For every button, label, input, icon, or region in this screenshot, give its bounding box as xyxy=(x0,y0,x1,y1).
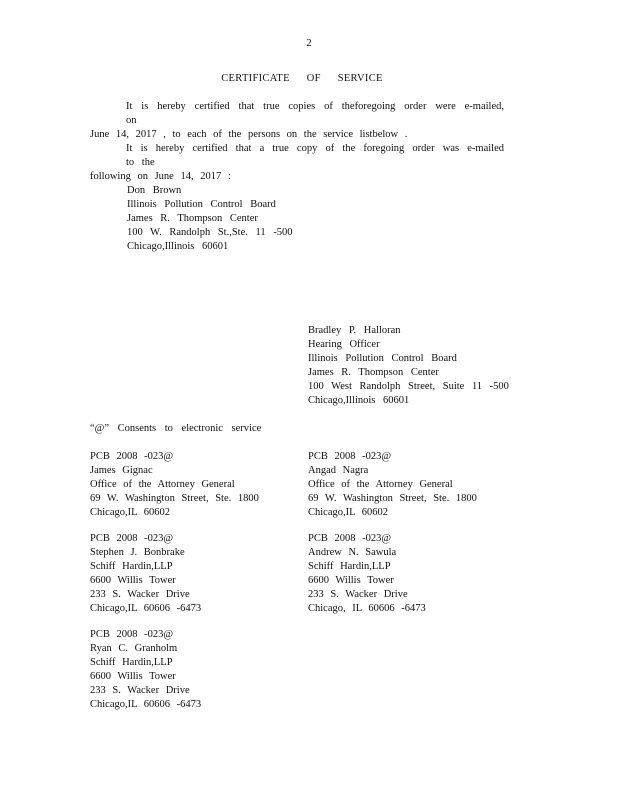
service-line: Chicago,IL 60602 xyxy=(308,507,389,518)
service-line: Schiff Hardin,LLP xyxy=(90,657,173,668)
recipient-line: Chicago,Illinois 60601 xyxy=(127,241,229,252)
page-number: 2 xyxy=(306,37,312,49)
service-line: 233 S. Wacker Drive xyxy=(90,589,190,600)
service-entry-granholm xyxy=(90,628,201,712)
service-line: Office of the Attorney General xyxy=(90,479,235,490)
service-line: PCB 2008 -023@ xyxy=(308,451,392,462)
paragraph-2-line-2: following on June 14, 2017 : xyxy=(90,171,231,182)
service-line: Stephen J. Bonbrake xyxy=(90,547,185,558)
service-line: 69 W. Washington Street, Ste. 1800 xyxy=(308,493,477,504)
service-line: Andrew N. Sawula xyxy=(308,547,397,558)
service-entry-sawula xyxy=(308,532,426,616)
service-line: PCB 2008 -023@ xyxy=(308,533,392,544)
service-entry-bonbrake xyxy=(90,532,201,616)
recipient-line: Chicago,Illinois 60601 xyxy=(308,395,410,406)
service-line: 6600 Willis Tower xyxy=(308,575,394,586)
service-line: James Gignac xyxy=(90,465,153,476)
service-line: PCB 2008 -023@ xyxy=(90,629,174,640)
service-line: Chicago,IL 60606 -6473 xyxy=(90,603,202,614)
recipient-line: Illinois Pollution Control Board xyxy=(127,199,276,210)
recipient-line: 100 W. Randolph St.,Ste. 11 -500 xyxy=(127,227,293,238)
service-line: Chicago,IL 60602 xyxy=(90,507,171,518)
recipient-line: Hearing Officer xyxy=(308,339,380,350)
service-line: PCB 2008 -023@ xyxy=(90,451,174,462)
service-line: Angad Nagra xyxy=(308,465,369,476)
certification-paragraph-1 xyxy=(90,100,504,142)
service-line: Ryan C. Granholm xyxy=(90,643,178,654)
recipient-line: Don Brown xyxy=(127,185,182,196)
recipient-line: Illinois Pollution Control Board xyxy=(308,353,457,364)
service-line: 233 S. Wacker Drive xyxy=(90,685,190,696)
service-line: Chicago, IL 60606 -6473 xyxy=(308,603,426,614)
paragraph-1-line-1: It is hereby certified that true copies of theforegoing order were e-mailed, on xyxy=(126,101,504,126)
service-line: PCB 2008 -023@ xyxy=(90,533,174,544)
consent-note: “@” Consents to electronic service xyxy=(90,423,262,434)
service-line: 233 S. Wacker Drive xyxy=(308,589,408,600)
recipient-line: 100 West Randolph Street, Suite 11 -500 xyxy=(308,381,509,392)
service-entry-gignac xyxy=(90,450,259,520)
service-line: Schiff Hardin,LLP xyxy=(90,561,173,572)
recipient-block-primary xyxy=(127,184,293,254)
paragraph-2-line-1: It is hereby certified that a true copy of the foregoing order was e-mailed to the xyxy=(126,143,504,168)
recipient-line: James R. Thompson Center xyxy=(127,213,258,224)
service-line: 6600 Willis Tower xyxy=(90,575,176,586)
certification-paragraph-2 xyxy=(90,142,504,184)
recipient-block-hearing-officer xyxy=(308,324,509,408)
recipient-line: Bradley P. Halloran xyxy=(308,325,401,336)
service-line: 69 W. Washington Street, Ste. 1800 xyxy=(90,493,259,504)
service-entry-nagra xyxy=(308,450,477,520)
service-line: Schiff Hardin,LLP xyxy=(308,561,391,572)
service-line: Office of the Attorney General xyxy=(308,479,453,490)
service-line: 6600 Willis Tower xyxy=(90,671,176,682)
document-title: CERTIFICATE OF SERVICE xyxy=(221,73,383,84)
paragraph-1-line-2: June 14, 2017 , to each of the persons on the service listbelow . xyxy=(90,129,408,140)
recipient-line: James R. Thompson Center xyxy=(308,367,439,378)
service-line: Chicago,IL 60606 -6473 xyxy=(90,699,202,710)
